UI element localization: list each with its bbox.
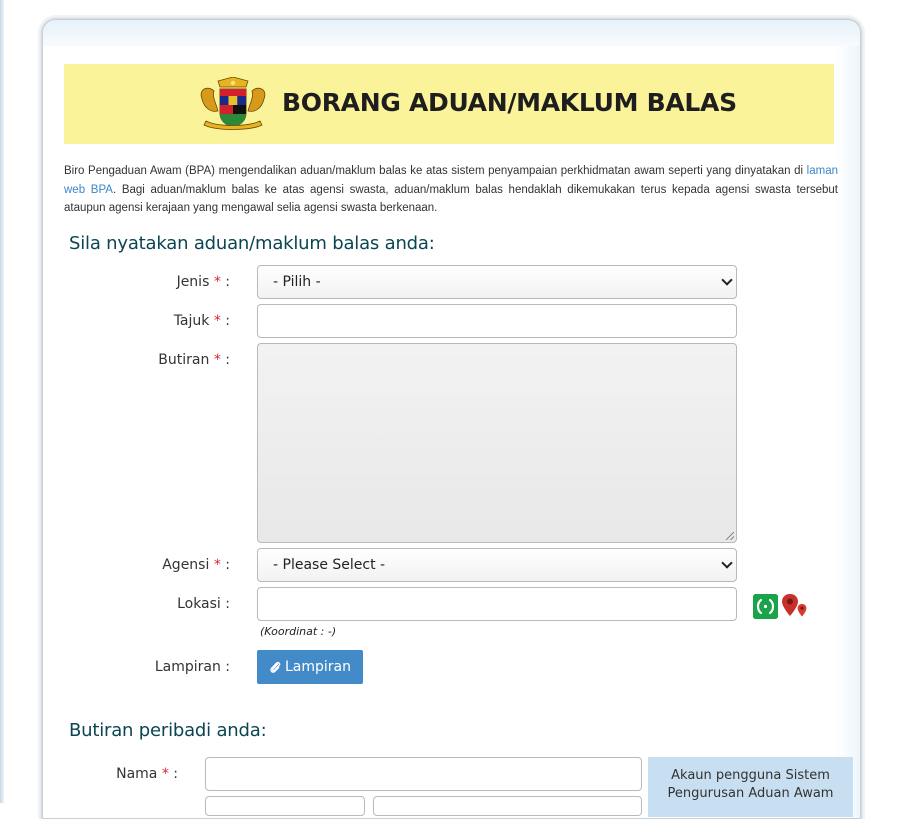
- account-info-line1: Akaun pengguna Sistem: [671, 768, 830, 783]
- intro-paragraph: [64, 162, 838, 218]
- tajuk-label: [160, 313, 230, 329]
- required-mark: *: [213, 313, 221, 329]
- agensi-selected-value: - Please Select -: [273, 557, 386, 573]
- chevron-down-icon: [721, 557, 732, 568]
- nama-label: [100, 766, 178, 782]
- complaint-section-title: Sila nyatakan aduan/maklum balas anda:: [69, 233, 435, 254]
- intro-text-start: Biro Pengaduan Awam (BPA) mengendalikan aduan/maklum balas ke atas sistem penyampaian perkhidmatan awam seperti yang dinyatakan di: [64, 165, 807, 177]
- card-right-gradient: [836, 46, 860, 818]
- required-mark: *: [161, 766, 169, 782]
- resize-grip-icon[interactable]: [726, 532, 734, 540]
- required-mark: *: [213, 274, 221, 290]
- id-number-field[interactable]: [373, 796, 642, 816]
- required-mark: *: [213, 352, 221, 368]
- jenis-label-text: Jenis: [176, 274, 210, 290]
- page-left-edge: [0, 0, 4, 803]
- label-colon: :: [225, 659, 230, 675]
- label-colon: :: [173, 766, 178, 782]
- account-info-line2: Pengurusan Aduan Awam: [667, 786, 834, 801]
- chevron-down-icon: [721, 274, 732, 285]
- label-colon: :: [225, 596, 230, 612]
- lokasi-label: [140, 596, 230, 612]
- bpa-website-link[interactable]: laman web BPA: [64, 165, 838, 196]
- map-pin-icon[interactable]: [780, 592, 810, 622]
- required-mark: *: [213, 557, 221, 573]
- id-type-field[interactable]: [205, 796, 365, 816]
- lampiran-label: [140, 659, 230, 675]
- label-colon: :: [225, 352, 230, 368]
- jenis-selected-value: - Pilih -: [273, 274, 321, 290]
- jenis-label: [160, 274, 230, 290]
- lampiran-button[interactable]: [257, 650, 363, 684]
- gps-locate-icon[interactable]: [753, 594, 778, 619]
- label-colon: :: [225, 557, 230, 573]
- lokasi-label-text: Lokasi: [177, 596, 221, 612]
- label-colon: :: [225, 313, 230, 329]
- intro-text-end: . Bagi aduan/maklum balas ke atas agensi swasta, aduan/maklum balas hendaklah dikemukakan terus kepada agensi swasta tersebut ataupun agensi kerajaan yang mengawal selia agensi swasta berkenaan.: [64, 183, 838, 214]
- nama-input[interactable]: [205, 757, 642, 791]
- page-title: BORANG ADUAN/MAKLUM BALAS: [282, 88, 737, 117]
- lokasi-input[interactable]: [257, 587, 737, 621]
- lampiran-label-text: Lampiran: [154, 659, 221, 675]
- label-colon: :: [225, 274, 230, 290]
- account-info-box: [648, 757, 853, 817]
- butiran-label: [140, 352, 230, 368]
- lampiran-button-label: Lampiran: [284, 659, 351, 675]
- jenis-select[interactable]: [257, 265, 737, 299]
- agensi-label: [140, 557, 230, 573]
- agensi-select[interactable]: [257, 548, 737, 582]
- personal-section-title: Butiran peribadi anda:: [69, 720, 267, 741]
- card-header-strip: [43, 20, 860, 46]
- malaysia-coat-of-arms-icon: [196, 77, 270, 133]
- agensi-label-text: Agensi: [162, 557, 210, 573]
- coordinates-text: (Koordinat : -): [260, 625, 337, 638]
- nama-label-text: Nama: [116, 766, 158, 782]
- tajuk-label-text: Tajuk: [173, 313, 210, 329]
- butiran-textarea[interactable]: [257, 343, 737, 543]
- butiran-label-text: Butiran: [158, 352, 210, 368]
- tajuk-input[interactable]: [257, 304, 737, 338]
- paperclip-icon: [269, 660, 281, 674]
